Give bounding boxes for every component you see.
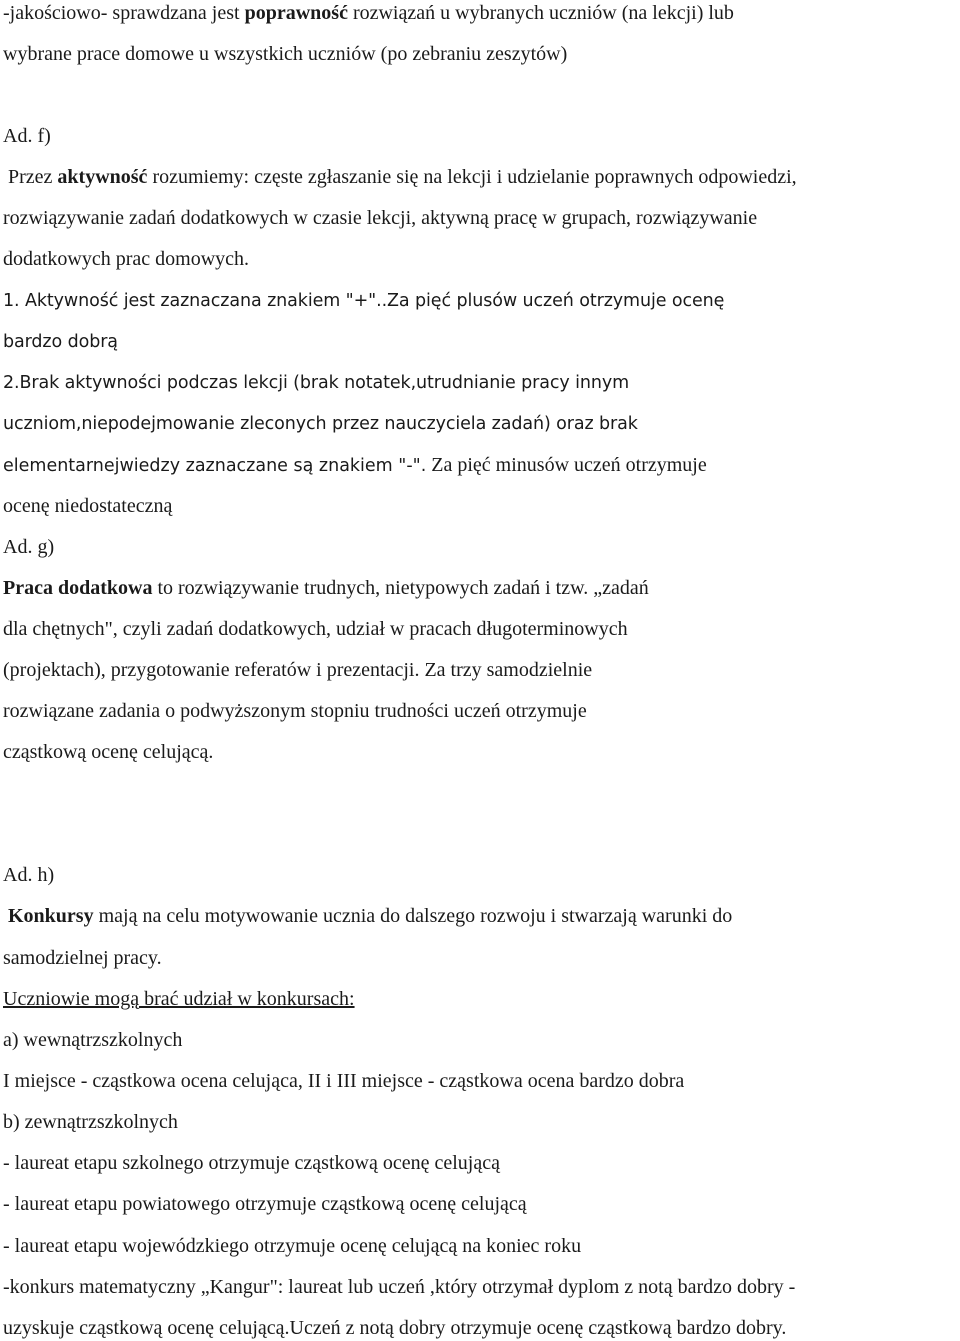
text-run: Za pięć minusów uczeń otrzymuje: [426, 454, 707, 476]
section-f-line-2: rozwiązywanie zadań dodatkowych w czasie lekcji, aktywną pracę w grupach, rozwiązywanie: [3, 207, 758, 229]
kangur-rule-line-1: -konkurs matematyczny „Kangur": laureat lub uczeń ,który otrzymał dyplom z notą bardzo dobry -: [3, 1276, 796, 1298]
text-run: mają na celu motywowanie ucznia do dalszego rozwoju i stwarzają warunki do: [93, 905, 733, 927]
internal-contests-rule: I miejsce - cząstkowa ocena celująca, II i III miejsce - cząstkowa ocena bardzo dobra: [3, 1070, 685, 1092]
section-g-heading: Ad. g): [3, 536, 55, 558]
kangur-rule-line-2: uzyskuje cząstkową ocenę celującą.Uczeń z notą dobry otrzymuje ocenę cząstkową bardzo dobry.: [3, 1317, 787, 1339]
text-run: Przez: [8, 166, 58, 188]
external-rule-1: - laureat etapu szkolnego otrzymuje cząstkową ocenę celującą: [3, 1152, 500, 1174]
external-contests-label: b) zewnątrzszkolnych: [3, 1111, 178, 1133]
activity-item-2-line-3: [3, 453, 707, 477]
section-g-line-4: rozwiązane zadania o podwyższonym stopniu trudności uczeń otrzymuje: [3, 700, 587, 722]
section-f-line-3: dodatkowych prac domowych.: [3, 248, 250, 270]
section-g-line-1: [3, 576, 649, 600]
section-g-line-5: cząstkową ocenę celującą.: [3, 741, 214, 763]
bold-term: aktywność: [57, 166, 148, 188]
external-rule-2: - laureat etapu powiatowego otrzymuje cząstkową ocenę celującą: [3, 1193, 527, 1215]
quality-line-1: [3, 1, 734, 25]
text-run: elementarnejwiedzy zaznaczane są znakiem "-".: [3, 456, 427, 476]
bold-term: Praca dodatkowa: [3, 577, 153, 599]
text-run: to rozwiązywanie trudnych, nietypowych zadań i tzw. „zadań: [152, 577, 649, 599]
external-rule-3: - laureat etapu wojewódzkiego otrzymuje ocenę celującą na koniec roku: [3, 1235, 582, 1257]
bold-term: poprawność: [244, 2, 348, 24]
section-f-intro: [8, 165, 797, 189]
internal-contests-label: a) wewnątrzszkolnych: [3, 1029, 183, 1051]
text-run: rozumiemy: częste zgłaszanie się na lekcji i udzielanie poprawnych odpowiedzi,: [147, 166, 797, 188]
participation-heading: Uczniowie mogą brać udział w konkursach:: [3, 988, 355, 1010]
section-g-line-3: (projektach), przygotowanie referatów i prezentacji. Za trzy samodzielnie: [3, 659, 593, 681]
section-f-heading: Ad. f): [3, 125, 51, 147]
section-h-heading: Ad. h): [3, 864, 55, 886]
quality-line-2: wybrane prace domowe u wszystkich uczniów (po zebraniu zeszytów): [3, 43, 568, 65]
section-g-line-2: dla chętnych", czyli zadań dodatkowych, udział w pracach długoterminowych: [3, 618, 628, 640]
activity-item-2-line-2: uczniom,niepodejmowanie zleconych przez nauczyciela zadań) oraz brak: [3, 414, 638, 434]
bold-term: Konkursy: [8, 905, 94, 927]
section-h-line-2: samodzielnej pracy.: [3, 947, 162, 969]
text-run: -jakościowo- sprawdzana jest: [3, 2, 245, 24]
section-h-line-1: [8, 904, 732, 928]
activity-item-1-cont: bardzo dobrą: [3, 332, 118, 352]
activity-item-2: 2.Brak aktywności podczas lekcji (brak notatek,utrudnianie pracy innym: [3, 373, 630, 393]
activity-item-1: 1. Aktywność jest zaznaczana znakiem "+"..Za pięć plusów uczeń otrzymuje ocenę: [3, 291, 725, 311]
activity-item-2-line-4: ocenę niedostateczną: [3, 495, 173, 517]
text-run: rozwiązań u wybranych uczniów (na lekcji) lub: [347, 2, 734, 24]
